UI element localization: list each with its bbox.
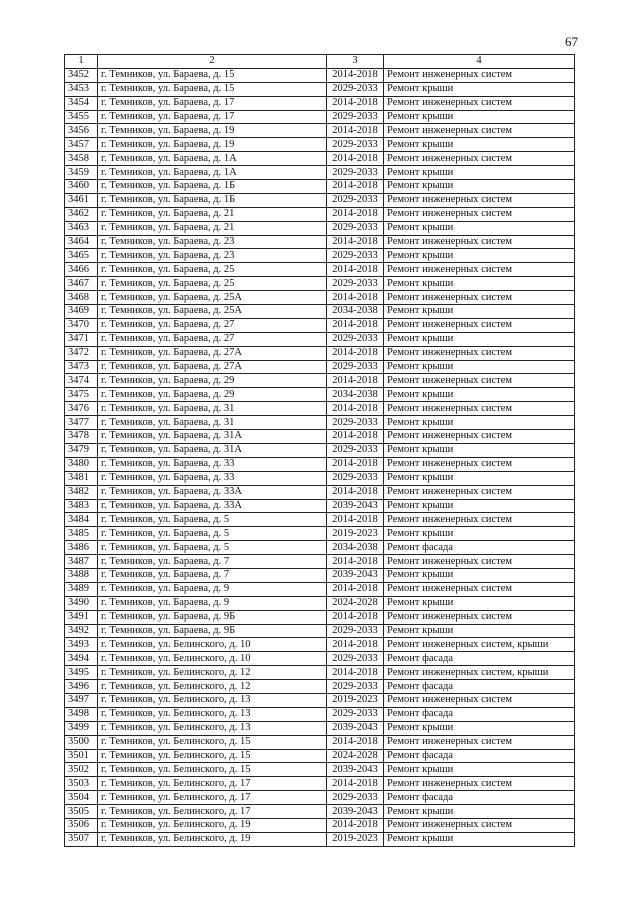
address-cell: г. Темников, ул. Бараева, д. 23 [98, 235, 327, 249]
period-cell: 2039-2043 [327, 499, 384, 513]
table-row [65, 568, 575, 582]
work-type-cell: Ремонт инженерных систем [384, 346, 575, 360]
table-row [65, 499, 575, 513]
table-row [65, 721, 575, 735]
work-type-cell: Ремонт инженерных систем [384, 485, 575, 499]
work-type-cell: Ремонт фасада [384, 652, 575, 666]
period-cell: 2029-2033 [327, 652, 384, 666]
work-type-cell: Ремонт крыши [384, 499, 575, 513]
address-cell: г. Темников, ул. Белинского, д. 15 [98, 763, 327, 777]
table-row [65, 805, 575, 819]
row-number: 3464 [65, 235, 98, 249]
row-number: 3485 [65, 527, 98, 541]
period-cell: 2014-2018 [327, 346, 384, 360]
work-type-cell: Ремонт крыши [384, 249, 575, 263]
work-type-cell: Ремонт фасада [384, 749, 575, 763]
address-cell: г. Темников, ул. Бараева, д. 31 [98, 416, 327, 430]
row-number: 3468 [65, 291, 98, 305]
address-cell: г. Темников, ул. Бараева, д. 23 [98, 249, 327, 263]
work-type-cell: Ремонт крыши [384, 110, 575, 124]
period-cell: 2014-2018 [327, 513, 384, 527]
work-type-cell: Ремонт крыши [384, 763, 575, 777]
work-type-cell: Ремонт инженерных систем [384, 457, 575, 471]
column-header-3: 3 [327, 55, 384, 69]
table-row [65, 791, 575, 805]
row-number: 3453 [65, 82, 98, 96]
address-cell: г. Темников, ул. Бараева, д. 25А [98, 291, 327, 305]
work-type-cell: Ремонт инженерных систем [384, 235, 575, 249]
column-header-2: 2 [98, 55, 327, 69]
period-cell: 2024-2028 [327, 596, 384, 610]
period-cell: 2039-2043 [327, 763, 384, 777]
period-cell: 2014-2018 [327, 124, 384, 138]
table-row [65, 457, 575, 471]
address-cell: г. Темников, ул. Бараева, д. 25А [98, 305, 327, 319]
row-number: 3462 [65, 207, 98, 221]
row-number: 3463 [65, 221, 98, 235]
address-cell: г. Темников, ул. Бараева, д. 33А [98, 485, 327, 499]
table-row [65, 582, 575, 596]
address-cell: г. Темников, ул. Бараева, д. 21 [98, 221, 327, 235]
work-type-cell: Ремонт крыши [384, 443, 575, 457]
period-cell: 2029-2033 [327, 707, 384, 721]
address-cell: г. Темников, ул. Белинского, д. 10 [98, 638, 327, 652]
row-number: 3495 [65, 666, 98, 680]
address-cell: г. Темников, ул. Бараева, д. 27 [98, 318, 327, 332]
period-cell: 2014-2018 [327, 485, 384, 499]
row-number: 3490 [65, 596, 98, 610]
address-cell: г. Темников, ул. Белинского, д. 15 [98, 735, 327, 749]
table-row [65, 374, 575, 388]
work-type-cell: Ремонт крыши [384, 388, 575, 402]
period-cell: 2014-2018 [327, 263, 384, 277]
address-cell: г. Темников, ул. Бараева, д. 5 [98, 527, 327, 541]
address-cell: г. Темников, ул. Белинского, д. 17 [98, 777, 327, 791]
row-number: 3506 [65, 818, 98, 832]
table-row [65, 707, 575, 721]
period-cell: 2029-2033 [327, 360, 384, 374]
period-cell: 2029-2033 [327, 249, 384, 263]
table-row [65, 235, 575, 249]
address-cell: г. Темников, ул. Белинского, д. 17 [98, 805, 327, 819]
work-type-cell: Ремонт крыши [384, 596, 575, 610]
row-number: 3465 [65, 249, 98, 263]
table-row [65, 96, 575, 110]
work-type-cell: Ремонт инженерных систем, крыши [384, 638, 575, 652]
address-cell: г. Темников, ул. Бараева, д. 31А [98, 443, 327, 457]
work-type-cell: Ремонт крыши [384, 332, 575, 346]
work-type-cell: Ремонт крыши [384, 568, 575, 582]
table-row [65, 749, 575, 763]
table-row [65, 527, 575, 541]
address-cell: г. Темников, ул. Бараева, д. 27А [98, 360, 327, 374]
period-cell: 2014-2018 [327, 318, 384, 332]
period-cell: 2019-2023 [327, 832, 384, 846]
row-number: 3505 [65, 805, 98, 819]
address-cell: г. Темников, ул. Бараева, д. 1А [98, 166, 327, 180]
work-type-cell: Ремонт крыши [384, 166, 575, 180]
row-number: 3497 [65, 693, 98, 707]
address-cell: г. Темников, ул. Бараева, д. 15 [98, 68, 327, 82]
table-row [65, 110, 575, 124]
period-cell: 2014-2018 [327, 610, 384, 624]
period-cell: 2014-2018 [327, 638, 384, 652]
work-type-cell: Ремонт фасада [384, 541, 575, 555]
work-type-cell: Ремонт крыши [384, 416, 575, 430]
address-cell: г. Темников, ул. Бараева, д. 31А [98, 430, 327, 444]
period-cell: 2034-2038 [327, 541, 384, 555]
address-cell: г. Темников, ул. Бараева, д. 9 [98, 596, 327, 610]
period-cell: 2039-2043 [327, 568, 384, 582]
address-cell: г. Темников, ул. Бараева, д. 5 [98, 513, 327, 527]
address-cell: г. Темников, ул. Бараева, д. 15 [98, 82, 327, 96]
period-cell: 2029-2033 [327, 443, 384, 457]
row-number: 3482 [65, 485, 98, 499]
row-number: 3477 [65, 416, 98, 430]
work-type-cell: Ремонт инженерных систем [384, 374, 575, 388]
period-cell: 2029-2033 [327, 193, 384, 207]
table-row [65, 430, 575, 444]
table-row [65, 124, 575, 138]
address-cell: г. Темников, ул. Бараева, д. 21 [98, 207, 327, 221]
row-number: 3492 [65, 624, 98, 638]
row-number: 3456 [65, 124, 98, 138]
table-row [65, 416, 575, 430]
work-type-cell: Ремонт крыши [384, 721, 575, 735]
address-cell: г. Темников, ул. Бараева, д. 33 [98, 471, 327, 485]
work-type-cell: Ремонт крыши [384, 471, 575, 485]
work-type-cell: Ремонт инженерных систем [384, 582, 575, 596]
table-row [65, 152, 575, 166]
row-number: 3486 [65, 541, 98, 555]
work-type-cell: Ремонт крыши [384, 180, 575, 194]
period-cell: 2029-2033 [327, 138, 384, 152]
table-row [65, 832, 575, 846]
work-type-cell: Ремонт инженерных систем [384, 291, 575, 305]
period-cell: 2029-2033 [327, 416, 384, 430]
table-row [65, 596, 575, 610]
table-row [65, 180, 575, 194]
row-number: 3475 [65, 388, 98, 402]
table-row [65, 332, 575, 346]
table-row [65, 402, 575, 416]
row-number: 3504 [65, 791, 98, 805]
row-number: 3479 [65, 443, 98, 457]
period-cell: 2014-2018 [327, 777, 384, 791]
work-type-cell: Ремонт крыши [384, 832, 575, 846]
period-cell: 2014-2018 [327, 457, 384, 471]
address-cell: г. Темников, ул. Бараева, д. 9 [98, 582, 327, 596]
row-number: 3489 [65, 582, 98, 596]
row-number: 3473 [65, 360, 98, 374]
table-row [65, 318, 575, 332]
address-cell: г. Темников, ул. Бараева, д. 31 [98, 402, 327, 416]
table-row [65, 555, 575, 569]
period-cell: 2014-2018 [327, 96, 384, 110]
address-cell: г. Темников, ул. Бараева, д. 9Б [98, 610, 327, 624]
page-number: 67 [565, 34, 578, 49]
period-cell: 2029-2033 [327, 471, 384, 485]
work-type-cell: Ремонт фасада [384, 680, 575, 694]
period-cell: 2039-2043 [327, 805, 384, 819]
work-type-cell: Ремонт инженерных систем [384, 610, 575, 624]
work-type-cell: Ремонт инженерных систем [384, 430, 575, 444]
work-type-cell: Ремонт крыши [384, 527, 575, 541]
table-row [65, 138, 575, 152]
work-type-cell: Ремонт инженерных систем [384, 318, 575, 332]
row-number: 3455 [65, 110, 98, 124]
row-number: 3501 [65, 749, 98, 763]
address-cell: г. Темников, ул. Бараева, д. 27А [98, 346, 327, 360]
address-cell: г. Темников, ул. Белинского, д. 15 [98, 749, 327, 763]
table-row [65, 680, 575, 694]
table-row [65, 360, 575, 374]
table-row [65, 541, 575, 555]
table-row [65, 763, 575, 777]
address-cell: г. Темников, ул. Бараева, д. 1Б [98, 180, 327, 194]
period-cell: 2029-2033 [327, 791, 384, 805]
table-row [65, 735, 575, 749]
table-row [65, 693, 575, 707]
address-cell: г. Темников, ул. Белинского, д. 13 [98, 693, 327, 707]
period-cell: 2029-2033 [327, 624, 384, 638]
period-cell: 2029-2033 [327, 166, 384, 180]
period-cell: 2014-2018 [327, 374, 384, 388]
work-type-cell: Ремонт крыши [384, 360, 575, 374]
row-number: 3487 [65, 555, 98, 569]
address-cell: г. Темников, ул. Бараева, д. 29 [98, 374, 327, 388]
work-type-cell: Ремонт инженерных систем [384, 207, 575, 221]
row-number: 3484 [65, 513, 98, 527]
row-number: 3467 [65, 277, 98, 291]
address-cell: г. Темников, ул. Белинского, д. 17 [98, 791, 327, 805]
address-cell: г. Темников, ул. Бараева, д. 27 [98, 332, 327, 346]
row-number: 3481 [65, 471, 98, 485]
period-cell: 2014-2018 [327, 582, 384, 596]
row-number: 3466 [65, 263, 98, 277]
table-row [65, 443, 575, 457]
period-cell: 2029-2033 [327, 82, 384, 96]
row-number: 3500 [65, 735, 98, 749]
work-type-cell: Ремонт инженерных систем [384, 513, 575, 527]
row-number: 3474 [65, 374, 98, 388]
row-number: 3499 [65, 721, 98, 735]
row-number: 3493 [65, 638, 98, 652]
address-cell: г. Темников, ул. Белинского, д. 19 [98, 832, 327, 846]
work-type-cell: Ремонт инженерных систем [384, 555, 575, 569]
address-cell: г. Темников, ул. Бараева, д. 29 [98, 388, 327, 402]
period-cell: 2014-2018 [327, 430, 384, 444]
work-type-cell: Ремонт крыши [384, 305, 575, 319]
period-cell: 2014-2018 [327, 180, 384, 194]
table-row [65, 638, 575, 652]
work-type-cell: Ремонт инженерных систем [384, 124, 575, 138]
row-number: 3494 [65, 652, 98, 666]
period-cell: 2014-2018 [327, 68, 384, 82]
work-type-cell: Ремонт фасада [384, 791, 575, 805]
table-row [65, 193, 575, 207]
address-cell: г. Темников, ул. Бараева, д. 17 [98, 110, 327, 124]
table-row [65, 346, 575, 360]
address-cell: г. Темников, ул. Бараева, д. 33А [98, 499, 327, 513]
address-cell: г. Темников, ул. Белинского, д. 12 [98, 680, 327, 694]
table-row [65, 818, 575, 832]
address-cell: г. Темников, ул. Бараева, д. 7 [98, 555, 327, 569]
address-cell: г. Темников, ул. Белинского, д. 12 [98, 666, 327, 680]
row-number: 3471 [65, 332, 98, 346]
work-type-cell: Ремонт инженерных систем [384, 693, 575, 707]
work-type-cell: Ремонт инженерных систем [384, 263, 575, 277]
table-row [65, 777, 575, 791]
row-number: 3458 [65, 152, 98, 166]
address-cell: г. Темников, ул. Белинского, д. 19 [98, 818, 327, 832]
column-header-1: 1 [65, 55, 98, 69]
table-row [65, 305, 575, 319]
row-number: 3460 [65, 180, 98, 194]
work-type-cell: Ремонт фасада [384, 707, 575, 721]
table-row [65, 68, 575, 82]
row-number: 3488 [65, 568, 98, 582]
period-cell: 2034-2038 [327, 305, 384, 319]
row-number: 3491 [65, 610, 98, 624]
row-number: 3472 [65, 346, 98, 360]
period-cell: 2019-2023 [327, 693, 384, 707]
table-row [65, 221, 575, 235]
row-number: 3507 [65, 832, 98, 846]
work-type-cell: Ремонт инженерных систем [384, 735, 575, 749]
table-row [65, 263, 575, 277]
address-cell: г. Темников, ул. Бараева, д. 25 [98, 263, 327, 277]
row-number: 3478 [65, 430, 98, 444]
work-type-cell: Ремонт крыши [384, 221, 575, 235]
repair-schedule-table [64, 54, 575, 847]
table-row [65, 666, 575, 680]
work-type-cell: Ремонт инженерных систем [384, 818, 575, 832]
address-cell: г. Темников, ул. Белинского, д. 13 [98, 707, 327, 721]
address-cell: г. Темников, ул. Бараева, д. 7 [98, 568, 327, 582]
work-type-cell: Ремонт инженерных систем [384, 152, 575, 166]
table-row [65, 249, 575, 263]
work-type-cell: Ремонт крыши [384, 138, 575, 152]
period-cell: 2014-2018 [327, 555, 384, 569]
work-type-cell: Ремонт крыши [384, 82, 575, 96]
table-row [65, 513, 575, 527]
table-row [65, 652, 575, 666]
table-row [65, 207, 575, 221]
address-cell: г. Темников, ул. Белинского, д. 10 [98, 652, 327, 666]
address-cell: г. Темников, ул. Бараева, д. 9Б [98, 624, 327, 638]
table-row [65, 388, 575, 402]
row-number: 3480 [65, 457, 98, 471]
table-row [65, 277, 575, 291]
period-cell: 2014-2018 [327, 207, 384, 221]
table-row [65, 610, 575, 624]
period-cell: 2014-2018 [327, 402, 384, 416]
row-number: 3457 [65, 138, 98, 152]
address-cell: г. Темников, ул. Бараева, д. 5 [98, 541, 327, 555]
address-cell: г. Темников, ул. Бараева, д. 1Б [98, 193, 327, 207]
period-cell: 2029-2033 [327, 680, 384, 694]
row-number: 3452 [65, 68, 98, 82]
work-type-cell: Ремонт инженерных систем, крыши [384, 666, 575, 680]
period-cell: 2034-2038 [327, 388, 384, 402]
row-number: 3470 [65, 318, 98, 332]
period-cell: 2014-2018 [327, 291, 384, 305]
period-cell: 2029-2033 [327, 110, 384, 124]
period-cell: 2029-2033 [327, 221, 384, 235]
column-number-row [65, 55, 575, 69]
period-cell: 2029-2033 [327, 277, 384, 291]
address-cell: г. Темников, ул. Бараева, д. 19 [98, 138, 327, 152]
table-row [65, 166, 575, 180]
table-body [65, 68, 575, 846]
work-type-cell: Ремонт крыши [384, 805, 575, 819]
period-cell: 2014-2018 [327, 152, 384, 166]
table-row [65, 82, 575, 96]
row-number: 3502 [65, 763, 98, 777]
row-number: 3476 [65, 402, 98, 416]
period-cell: 2029-2033 [327, 332, 384, 346]
table-row [65, 291, 575, 305]
period-cell: 2039-2043 [327, 721, 384, 735]
work-type-cell: Ремонт крыши [384, 624, 575, 638]
address-cell: г. Темников, ул. Белинского, д. 13 [98, 721, 327, 735]
address-cell: г. Темников, ул. Бараева, д. 1А [98, 152, 327, 166]
table-row [65, 471, 575, 485]
table-row [65, 485, 575, 499]
row-number: 3469 [65, 305, 98, 319]
work-type-cell: Ремонт инженерных систем [384, 777, 575, 791]
work-type-cell: Ремонт инженерных систем [384, 96, 575, 110]
period-cell: 2014-2018 [327, 818, 384, 832]
row-number: 3459 [65, 166, 98, 180]
row-number: 3503 [65, 777, 98, 791]
address-cell: г. Темников, ул. Бараева, д. 33 [98, 457, 327, 471]
period-cell: 2014-2018 [327, 235, 384, 249]
row-number: 3461 [65, 193, 98, 207]
column-header-4: 4 [384, 55, 575, 69]
period-cell: 2024-2028 [327, 749, 384, 763]
address-cell: г. Темников, ул. Бараева, д. 17 [98, 96, 327, 110]
row-number: 3483 [65, 499, 98, 513]
period-cell: 2014-2018 [327, 735, 384, 749]
row-number: 3454 [65, 96, 98, 110]
address-cell: г. Темников, ул. Бараева, д. 25 [98, 277, 327, 291]
row-number: 3496 [65, 680, 98, 694]
work-type-cell: Ремонт инженерных систем [384, 193, 575, 207]
period-cell: 2014-2018 [327, 666, 384, 680]
work-type-cell: Ремонт инженерных систем [384, 68, 575, 82]
period-cell: 2019-2023 [327, 527, 384, 541]
work-type-cell: Ремонт инженерных систем [384, 402, 575, 416]
table-row [65, 624, 575, 638]
address-cell: г. Темников, ул. Бараева, д. 19 [98, 124, 327, 138]
work-type-cell: Ремонт крыши [384, 277, 575, 291]
row-number: 3498 [65, 707, 98, 721]
